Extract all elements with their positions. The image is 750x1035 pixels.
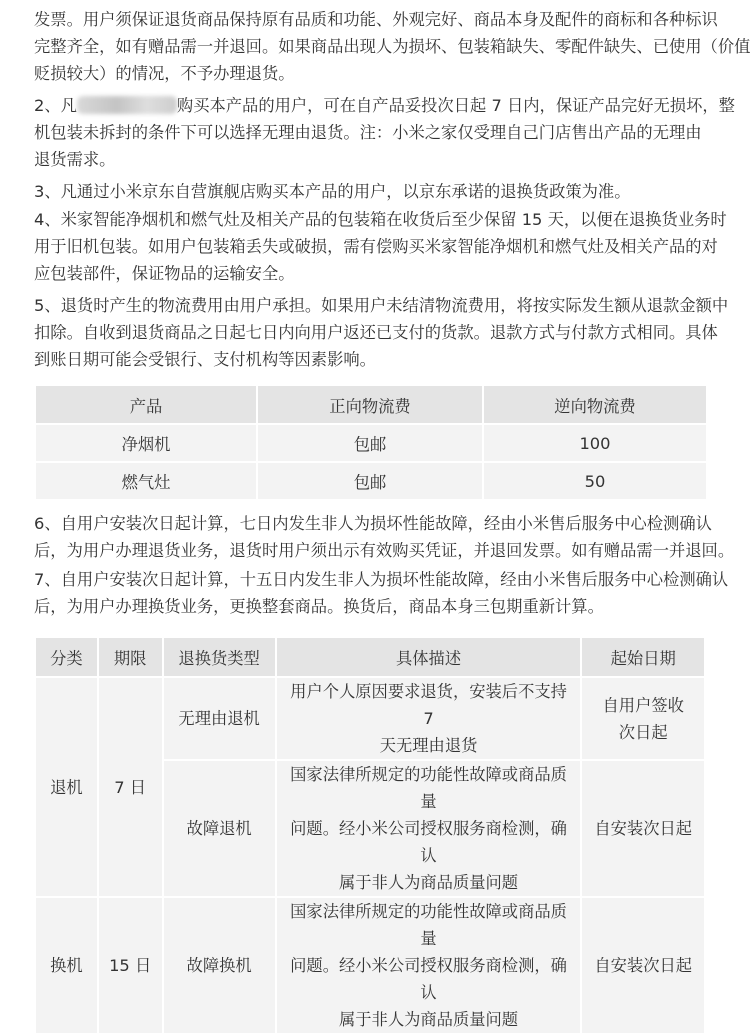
text-line: 后，为用户办理退货业务，退货时用户须出示有效购买凭证，并退回发票。如有赠品需一并退回。 <box>34 541 735 560</box>
table-row <box>36 678 704 759</box>
paragraph-3 <box>34 178 724 205</box>
text-line: 机包装未拆封的条件下可以选择无理由退货。注：小米之家仅受理自己门店售出产品的无理由 <box>34 123 702 142</box>
text-line: 7、自用户安装次日起计算，十五日内发生非人为损坏性能故障，经由小米售后服务中心检测确认 <box>34 570 729 589</box>
header-cell: 起始日期 <box>582 638 704 676</box>
text-line: 属于非人为商品质量问题 <box>338 1010 519 1029</box>
table-cell: 50 <box>484 463 706 499</box>
header-cell: 产品 <box>36 386 256 423</box>
text-line: 问题。经小米公司授权服务商检测，确认 <box>290 956 567 1002</box>
table-cell: 包邮 <box>258 425 482 461</box>
table-row <box>36 898 704 1033</box>
paragraph-7 <box>34 566 729 620</box>
header-cell: 逆向物流费 <box>484 386 706 423</box>
text-line: 用户个人原因要求退货，安装后不支持 7 <box>290 682 567 728</box>
text-line: 到账日期可能会受银行、支付机构等因素影响。 <box>34 350 376 369</box>
paragraph-1 <box>34 6 750 87</box>
text-line: 国家法律所规定的功能性故障或商品质量 <box>290 765 567 811</box>
description-cell <box>277 761 581 896</box>
text-line: 3、凡通过小米京东自营旗舰店购买本产品的用户，以京东承诺的退换货政策为准。 <box>34 182 631 201</box>
description-cell <box>277 898 581 1033</box>
text-line: 6、自用户安装次日起计算，七日内发生非人为损坏性能故障，经由小米售后服务中心检测确认 <box>34 514 712 533</box>
redacted-blur <box>77 96 177 114</box>
logistics-fee-table <box>34 384 708 501</box>
text-line <box>34 92 735 119</box>
start-date-cell <box>582 678 704 759</box>
table-cell: 包邮 <box>258 463 482 499</box>
return-exchange-table <box>34 636 706 1035</box>
text-fragment: 购买本产品的用户，可在自产品妥投次日起 7 日内，保证产品完好无损坏，整 <box>176 96 735 115</box>
start-date-cell <box>582 761 704 896</box>
text-line: 应包装部件，保证物品的运输安全。 <box>34 264 295 283</box>
type-cell: 无理由退机 <box>164 678 275 759</box>
text-line: 问题。经小米公司授权服务商检测，确认 <box>290 819 567 865</box>
text-fragment: 2、凡 <box>34 96 77 115</box>
type-cell: 故障退机 <box>164 761 275 896</box>
paragraph-6 <box>34 510 735 564</box>
text-line: 完整齐全，如有赠品需一并退回。如果商品出现人为损坏、包装箱缺失、零配件缺失、已使用（价值 <box>34 37 750 56</box>
text-line: 自用户签收 <box>602 695 684 715</box>
header-cell: 分类 <box>36 638 97 676</box>
text-line: 5、退货时产生的物流费用由用户承担。如果用户未结清物流费用，将按实际发生额从退款金额中 <box>34 296 729 315</box>
paragraph-4 <box>34 206 727 287</box>
text-line: 发票。用户须保证退货商品保持原有品质和功能、外观完好、商品本身及配件的商标和各种标识 <box>34 10 718 29</box>
text-line: 天无理由退货 <box>379 736 478 755</box>
text-line: 贬损较大）的情况，不予办理退货。 <box>34 64 295 83</box>
text-line: 自安装次日起 <box>594 819 693 838</box>
header-cell: 具体描述 <box>277 638 581 676</box>
start-date-cell <box>582 898 704 1033</box>
category-cell: 退机 <box>36 678 97 896</box>
table-cell: 净烟机 <box>36 425 256 461</box>
paragraph-5 <box>34 292 729 373</box>
table-row <box>36 425 706 461</box>
period-cell: 15 日 <box>99 898 162 1033</box>
category-cell: 换机 <box>36 898 97 1033</box>
type-cell: 故障换机 <box>164 898 275 1033</box>
text-line: 扣除。自收到退货商品之日起七日内向用户返还已支付的货款。退款方式与付款方式相同。具体 <box>34 323 718 342</box>
text-line: 属于非人为商品质量问题 <box>338 873 519 892</box>
text-line: 用于旧机包装。如用户包装箱丢失或破损，需有偿购买米家智能净烟机和燃气灶及相关产品的对 <box>34 237 718 256</box>
text-line: 自安装次日起 <box>594 956 693 975</box>
table-header-row <box>36 638 704 676</box>
table-row <box>36 463 706 499</box>
description-cell <box>277 678 581 759</box>
table-header-row <box>36 386 706 423</box>
table-cell: 燃气灶 <box>36 463 256 499</box>
text-line: 国家法律所规定的功能性故障或商品质量 <box>290 902 567 948</box>
period-cell: 7 日 <box>99 678 162 896</box>
header-cell: 期限 <box>99 638 162 676</box>
text-line: 次日起 <box>618 722 668 742</box>
table-cell: 100 <box>484 425 706 461</box>
header-cell: 退换货类型 <box>164 638 275 676</box>
text-line: 后，为用户办理换货业务，更换整套商品。换货后，商品本身三包期重新计算。 <box>34 597 604 616</box>
paragraph-2 <box>34 92 735 173</box>
text-line: 4、米家智能净烟机和燃气灶及相关产品的包装箱在收货后至少保留 15 天，以便在退换货业务时 <box>34 210 727 229</box>
header-cell: 正向物流费 <box>258 386 482 423</box>
text-line: 退货需求。 <box>34 150 116 169</box>
